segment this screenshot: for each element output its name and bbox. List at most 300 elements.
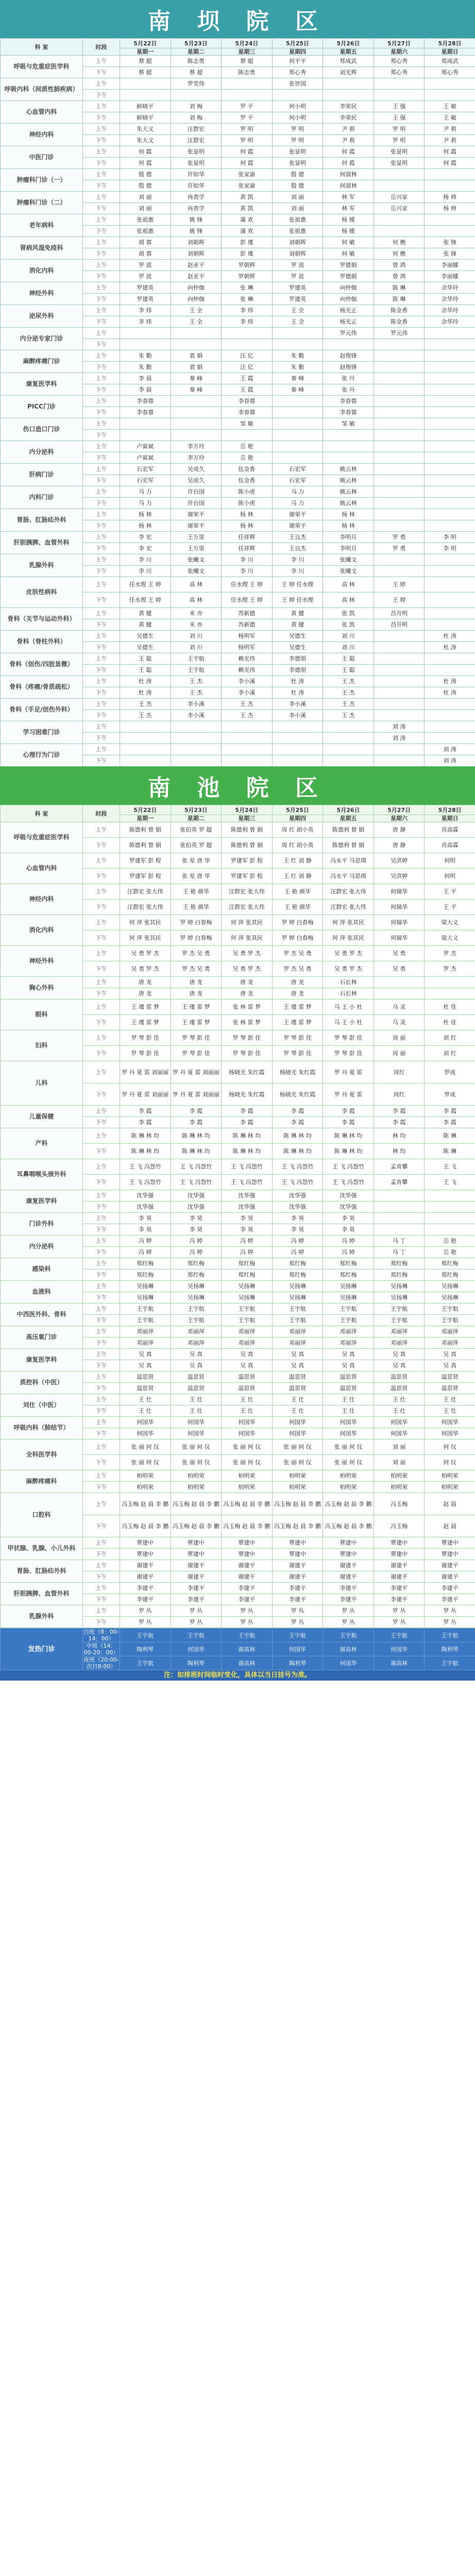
doctor-cell: 郑红梅 <box>222 1269 273 1281</box>
doctor-cell: 张 丽 何 仪 <box>272 1455 323 1470</box>
header-date: 5月27日 <box>374 39 425 48</box>
header-weekday: 星期三 <box>222 48 273 56</box>
doctor-cell: 罗 婷 白春梅 <box>171 930 222 946</box>
doctor-cell: 张 丹 <box>323 373 374 384</box>
doctor-cell: 姚云林 <box>323 475 374 486</box>
doctor-cell <box>272 396 323 407</box>
doctor-cell: 曾 鸿 <box>374 271 425 282</box>
doctor-cell: 王 瑾 雷 梦 <box>272 1015 323 1030</box>
doctor-cell <box>374 509 425 520</box>
doctor-cell: 沈华强 <box>171 1201 222 1213</box>
time-slot: 下午 <box>83 642 120 653</box>
doctor-cell: 王万里 <box>171 543 222 554</box>
time-slot: 上午 <box>83 1235 120 1247</box>
doctor-cell: 王 瑾 雷 梦 <box>120 999 171 1015</box>
doctor-cell: 何 霞 <box>120 158 171 169</box>
doctor-cell <box>374 350 425 362</box>
time-slot: 上午 <box>83 554 120 566</box>
doctor-cell: 吴扬琳 <box>374 1281 425 1292</box>
doctor-cell: 冯玉梅 赵 晨 李 鹏 <box>222 1493 273 1515</box>
doctor-cell: 陈志勇 <box>222 67 273 78</box>
doctor-cell: 罗 丛 <box>323 1617 374 1628</box>
table-row <box>1 78 475 90</box>
doctor-cell: 罗 婷 白春梅 <box>272 915 323 930</box>
dept-name: 呼吸内科（间质性肺疾病） <box>1 78 83 101</box>
table-row <box>1 676 475 687</box>
time-slot: 上午 <box>83 1326 120 1337</box>
doctor-cell: 罗建军 彭 程 <box>120 869 171 884</box>
doctor-cell <box>323 744 374 755</box>
table-row <box>1 1417 475 1428</box>
table-row <box>1 1605 475 1617</box>
doctor-cell: 王宇航 <box>171 653 222 665</box>
doctor-cell: 李 昊 <box>171 1213 222 1224</box>
doctor-cell: 吴 真 <box>222 1349 273 1360</box>
doctor-cell: 张 丽 何 仪 <box>171 1439 222 1455</box>
doctor-cell: 罗 明 <box>374 124 425 135</box>
table-row <box>1 1349 475 1360</box>
doctor-cell: 温思贤 <box>222 1371 273 1383</box>
doctor-cell: 张曦文 <box>323 566 374 577</box>
doctor-cell: 吴 勇 罗 杰 <box>222 946 273 961</box>
time-slot: 上午 <box>83 884 120 900</box>
doctor-cell: 杨 帅 <box>425 192 475 203</box>
doctor-cell <box>222 721 273 733</box>
doctor-cell: 李春蓉 <box>120 407 171 418</box>
time-slot: 下午 <box>83 1360 120 1371</box>
doctor-cell: 王 霞 <box>222 373 273 384</box>
doctor-cell: 何国华 <box>272 1428 323 1439</box>
doctor-cell: 罗 杰 <box>425 961 475 977</box>
doctor-cell: 罗建英 <box>272 282 323 294</box>
doctor-cell: 罗 丛 <box>171 1617 222 1628</box>
doctor-cell: 罗建英 <box>272 294 323 305</box>
doctor-cell: 杨 媛 <box>323 226 374 237</box>
doctor-cell: 刘 川 <box>323 631 374 642</box>
doctor-cell: 邹 敏 <box>323 418 374 430</box>
doctor-cell: 吴德生 <box>272 631 323 642</box>
doctor-cell: 谢建平 <box>222 1560 273 1571</box>
doctor-cell: 何淑林 <box>323 169 374 180</box>
time-slot: 上午 <box>83 328 120 339</box>
doctor-cell: 刘朝晖 <box>272 248 323 260</box>
doctor-cell: 黄 健 <box>120 608 171 619</box>
dept-name: 康复医学科 <box>1 1190 83 1213</box>
doctor-cell: 陈 琳 林 均 <box>120 1128 171 1144</box>
doctor-cell: 罗 明 <box>272 124 323 135</box>
doctor-cell: 王 仕 <box>323 1394 374 1405</box>
doctor-cell: 何国华 <box>222 1417 273 1428</box>
doctor-cell: 何国华 <box>425 1428 475 1439</box>
doctor-cell: 周 红 胡小英 <box>272 838 323 853</box>
doctor-cell: 李建平 <box>272 1594 323 1605</box>
header-date: 5月25日 <box>272 39 323 48</box>
doctor-cell: 罗 丛 <box>425 1617 475 1628</box>
doctor-cell: 任水理 王 婷 <box>120 577 171 592</box>
time-slot: 下午 <box>83 203 120 214</box>
doctor-cell <box>425 214 475 226</box>
shift-time: 中班（14：00-20：00） <box>83 1642 120 1656</box>
doctor-cell: 王 杰 <box>323 687 374 699</box>
doctor-cell: 尹 莉 <box>425 135 475 146</box>
doctor-cell: 何 仪 <box>425 1455 475 1470</box>
nanba-title-banner <box>0 0 475 38</box>
doctor-cell: 吴扬琳 <box>425 1281 475 1292</box>
doctor-cell: 石宏军 <box>272 464 323 475</box>
time-slot: 下午 <box>83 566 120 577</box>
doctor-cell: 唐 龙 <box>171 988 222 999</box>
doctor-cell <box>272 418 323 430</box>
table-row <box>1 744 475 755</box>
doctor-cell: 吴 勇 罗 杰 <box>120 946 171 961</box>
header-date: 5月23日 <box>171 39 222 48</box>
doctor-cell: 尹 莉 <box>425 124 475 135</box>
table-row <box>1 237 475 248</box>
doctor-cell: 汪 亿 <box>222 350 273 362</box>
time-slot: 下午 <box>83 1383 120 1394</box>
doctor-cell: 汪群宏 张大伟 <box>120 884 171 900</box>
doctor-cell: 马 灵 <box>374 1015 425 1030</box>
doctor-cell: 王宇航 <box>171 1303 222 1315</box>
time-slot: 下午 <box>83 900 120 915</box>
table-row <box>1 884 475 900</box>
doctor-cell: 谢建平 <box>374 1560 425 1571</box>
dept-name: 感染科 <box>1 1258 83 1281</box>
time-slot: 下午 <box>83 384 120 396</box>
doctor-cell: 吴 真 <box>425 1349 475 1360</box>
table-row <box>1 699 475 710</box>
dept-name: 心血管内科 <box>1 853 83 884</box>
doctor-cell: 张曦文 <box>171 566 222 577</box>
time-slot: 上午 <box>83 1159 120 1175</box>
doctor-cell: 高 林 <box>171 592 222 608</box>
doctor-cell: 吴 真 <box>171 1349 222 1360</box>
doctor-cell: 陈德利 曾 娟 <box>323 838 374 853</box>
doctor-cell: 何淑林 <box>323 180 374 192</box>
doctor-cell <box>425 169 475 180</box>
doctor-cell <box>374 475 425 486</box>
doctor-cell: 吴 勇 <box>374 961 425 977</box>
table-row <box>1 418 475 430</box>
doctor-cell: 何 樵 <box>374 237 425 248</box>
doctor-cell <box>374 755 425 767</box>
header-time: 时段 <box>83 805 120 822</box>
doctor-cell: 罗 琴 彭 佳 <box>120 1030 171 1046</box>
dept-name: 血液科 <box>1 1281 83 1303</box>
doctor-cell: 李 炜 <box>120 305 171 316</box>
doctor-cell: 苏新德 <box>222 608 273 619</box>
doctor-cell: 蔡 超 <box>222 56 273 67</box>
doctor-cell: 李 炜 <box>120 316 171 328</box>
dept-name: 麻醉疼痛科 <box>1 1470 83 1493</box>
doctor-cell: 陶利琴 <box>171 1656 222 1670</box>
doctor-cell: 罗 丹 夏 雷 刘丽丽 <box>120 1061 171 1083</box>
doctor-cell: 吴成久 <box>171 464 222 475</box>
doctor-cell: 汪 亿 <box>222 362 273 373</box>
doctor-cell: 何 樵 <box>374 248 425 260</box>
doctor-cell: 马 灵 <box>374 999 425 1015</box>
doctor-cell: 李 霞 <box>425 1117 475 1128</box>
dept-name: 全科医学科 <box>1 1439 83 1470</box>
doctor-cell <box>374 180 425 192</box>
doctor-cell: 杨 林 <box>120 509 171 520</box>
doctor-cell: 冯永平 马思琪 <box>323 869 374 884</box>
doctor-cell: 赵俊锋 <box>323 350 374 362</box>
doctor-cell: 李建平 <box>120 1594 171 1605</box>
doctor-cell <box>425 498 475 509</box>
doctor-cell: 李明月 <box>323 543 374 554</box>
dept-name: 甲状腺、乳腺、小儿外科 <box>1 1537 83 1560</box>
doctor-cell <box>425 226 475 237</box>
dept-name: 消化内科 <box>1 915 83 946</box>
doctor-cell: 岳 艳 <box>222 441 273 452</box>
doctor-cell: 王 杰 <box>171 687 222 699</box>
doctor-cell: 李德朋 <box>272 665 323 676</box>
doctor-cell: 沈华强 <box>222 1201 273 1213</box>
doctor-cell: 王 仕 <box>171 1394 222 1405</box>
time-slot: 下午 <box>83 271 120 282</box>
doctor-cell <box>222 78 273 90</box>
doctor-cell: 何 敏 <box>323 248 374 260</box>
doctor-cell: 谢荣平 <box>272 520 323 532</box>
doctor-cell: 温思贤 <box>425 1383 475 1394</box>
doctor-cell: 邓丽萍 <box>171 1326 222 1337</box>
header-date: 5月22日 <box>120 39 171 48</box>
header-time: 时段 <box>83 39 120 56</box>
doctor-cell: 何明 <box>425 853 475 869</box>
table-row <box>1 1190 475 1201</box>
doctor-cell: 王宇航 <box>222 1315 273 1326</box>
doctor-cell: 罗 波 <box>272 271 323 282</box>
doctor-cell: 罗元伟 <box>374 328 425 339</box>
doctor-cell <box>374 710 425 721</box>
dept-name: 刘仕（中医） <box>1 1394 83 1417</box>
doctor-cell: 袁 娟 <box>171 350 222 362</box>
doctor-cell: 陈 琳 林 均 <box>171 1128 222 1144</box>
doctor-cell: 杨明军 <box>222 631 273 642</box>
doctor-cell: 张 丽 何 仪 <box>120 1455 171 1470</box>
doctor-cell: 李万玲 <box>171 441 222 452</box>
table-row <box>1 532 475 543</box>
doctor-cell: 郑红梅 <box>222 1258 273 1269</box>
doctor-cell: 罗 琴 彭 佳 <box>222 1046 273 1061</box>
doctor-cell: 彭 瑾 <box>222 248 273 260</box>
time-slot: 下午 <box>83 1083 120 1106</box>
dept-name: 乳腺外科 <box>1 1605 83 1628</box>
doctor-cell: 王宇航 <box>374 1303 425 1315</box>
dept-name: 呼吸与危重症医学科 <box>1 822 83 853</box>
doctor-cell <box>171 744 222 755</box>
doctor-cell: 李春蓉 <box>222 407 273 418</box>
time-slot: 上午 <box>83 1394 120 1405</box>
dept-name: 神经外科 <box>1 946 83 977</box>
doctor-cell: 汪群宏 <box>171 135 222 146</box>
doctor-cell: 李小溪 <box>171 710 222 721</box>
doctor-cell: 陈 琳 林 均 <box>222 1144 273 1159</box>
doctor-cell: 温思贤 <box>120 1371 171 1383</box>
dept-name: 质控科（中医） <box>1 1371 83 1394</box>
doctor-cell: 张曦文 <box>323 554 374 566</box>
doctor-cell: 王 仕 <box>222 1405 273 1417</box>
doctor-cell: 王 飞 冯怨竹 <box>120 1175 171 1190</box>
doctor-cell: 李德朋 <box>272 653 323 665</box>
doctor-cell <box>272 407 323 418</box>
doctor-cell: 何 霞 <box>222 158 273 169</box>
doctor-cell: 何国华 <box>323 1417 374 1428</box>
doctor-cell <box>425 486 475 498</box>
doctor-cell: 杨明军 <box>222 642 273 653</box>
doctor-cell: 王宇航 <box>425 1656 475 1670</box>
time-slot: 上午 <box>83 699 120 710</box>
doctor-cell: 姚 锋 <box>171 214 222 226</box>
doctor-cell: 覃建中 <box>120 1549 171 1560</box>
doctor-cell: 曾 鸿 <box>374 260 425 271</box>
doctor-cell: 杨晓光 朱红霞 <box>222 1061 273 1083</box>
doctor-cell: 王 杰 <box>323 710 374 721</box>
doctor-cell <box>425 396 475 407</box>
doctor-cell: 王 聪 <box>120 653 171 665</box>
doctor-cell <box>374 642 425 653</box>
time-slot: 上午 <box>83 915 120 930</box>
doctor-cell: 李建平 <box>120 1583 171 1594</box>
time-slot: 下午 <box>83 1144 120 1159</box>
doctor-cell: 沈华强 <box>120 1190 171 1201</box>
doctor-cell: 罗 杰 吴 勇 <box>171 961 222 977</box>
doctor-cell: 李荣民 <box>323 112 374 124</box>
dept-name: 骨科（创伤/四肢显微） <box>1 653 83 676</box>
doctor-cell <box>425 592 475 608</box>
doctor-cell: 郑红梅 <box>374 1258 425 1269</box>
table-row <box>1 56 475 67</box>
doctor-cell: 柏明荣 <box>171 1482 222 1493</box>
doctor-cell: 张 林 雷 梦 <box>222 1015 273 1030</box>
table-row <box>1 305 475 316</box>
time-slot: 上午 <box>83 1537 120 1549</box>
time-slot: 上午 <box>83 1605 120 1617</box>
doctor-cell: 罗 明 <box>374 135 425 146</box>
doctor-cell: 张祖惠 <box>272 214 323 226</box>
header-date: 5月26日 <box>323 805 374 815</box>
doctor-cell: 罗 波 <box>120 260 171 271</box>
doctor-cell <box>171 755 222 767</box>
doctor-cell <box>374 90 425 101</box>
time-slot: 下午 <box>83 869 120 884</box>
doctor-cell: 郑心秀 <box>374 67 425 78</box>
table-row <box>1 328 475 339</box>
table-row <box>1 853 475 869</box>
doctor-cell: 杨 林 <box>120 520 171 532</box>
doctor-cell: 张显明 <box>272 146 323 158</box>
doctor-cell: 李 川 <box>120 554 171 566</box>
doctor-cell: 谢高林 <box>222 1656 273 1670</box>
doctor-cell: 李 霞 <box>272 1106 323 1117</box>
time-slot: 上午 <box>83 1371 120 1383</box>
doctor-cell: 吴扬琳 <box>425 1292 475 1303</box>
doctor-cell: 张显明 <box>171 146 222 158</box>
doctor-cell: 赵 晨 <box>425 1515 475 1537</box>
doctor-cell: 谢建平 <box>272 1560 323 1571</box>
time-slot: 下午 <box>83 619 120 631</box>
doctor-cell: 何小明 <box>272 112 323 124</box>
doctor-cell: 吴 真 <box>374 1360 425 1371</box>
time-slot: 下午 <box>83 339 120 350</box>
doctor-cell: 王宇航 <box>222 1303 273 1315</box>
doctor-cell <box>222 733 273 744</box>
time-slot: 下午 <box>83 930 120 946</box>
doctor-cell <box>374 339 425 350</box>
doctor-cell: 罗 琴 彭 佳 <box>272 1030 323 1046</box>
doctor-cell: 何国华 <box>171 1417 222 1428</box>
doctor-cell: 吴 勇 罗 杰 <box>222 961 273 977</box>
doctor-cell: 李 宏 <box>120 532 171 543</box>
doctor-cell: 刘 丽 <box>374 1455 425 1470</box>
doctor-cell: 李丽娜 <box>425 260 475 271</box>
doctor-cell: 梁大义 <box>425 930 475 946</box>
time-slot: 下午 <box>83 1201 120 1213</box>
doctor-cell: 吴扬琳 <box>323 1281 374 1292</box>
doctor-cell: 王 全 <box>171 305 222 316</box>
doctor-cell: 李小溪 <box>272 699 323 710</box>
doctor-cell: 郑红梅 <box>425 1258 475 1269</box>
doctor-cell: 冯玉梅 <box>374 1493 425 1515</box>
doctor-cell: 柏明荣 <box>323 1470 374 1482</box>
time-slot: 上午 <box>83 1470 120 1482</box>
doctor-cell: 蔡 超 <box>120 67 171 78</box>
doctor-cell: 张 凯 <box>323 619 374 631</box>
doctor-cell: 刘 丽 <box>120 203 171 214</box>
doctor-cell: 秦 峰 <box>272 384 323 396</box>
doctor-cell: 李建平 <box>374 1594 425 1605</box>
time-slot: 下午 <box>83 1046 120 1061</box>
doctor-cell <box>425 1190 475 1201</box>
doctor-cell: 王 仕 <box>323 1405 374 1417</box>
doctor-cell: 王 强 <box>374 101 425 112</box>
doctor-cell <box>374 418 425 430</box>
doctor-cell <box>374 362 425 373</box>
doctor-cell: 李 霞 <box>120 1106 171 1117</box>
doctor-cell: 王 敏 <box>425 101 475 112</box>
dept-name: 中医门诊 <box>1 146 83 169</box>
doctor-cell: 向仲伽 <box>171 282 222 294</box>
time-slot: 下午 <box>83 1015 120 1030</box>
doctor-cell <box>425 475 475 486</box>
time-slot: 上午 <box>83 977 120 988</box>
doctor-cell: 王 飞 冯怨竹 <box>272 1159 323 1175</box>
doctor-cell: 卢富斌 <box>120 441 171 452</box>
doctor-cell: 冯永平 马思琪 <box>323 853 374 869</box>
doctor-cell: 王 杰 <box>323 676 374 687</box>
doctor-cell: 吴 真 <box>374 1349 425 1360</box>
doctor-cell: 罗 琴 彭 佳 <box>272 1046 323 1061</box>
header-weekday: 星期日 <box>425 815 475 822</box>
doctor-cell: 冯 婷 <box>222 1247 273 1258</box>
doctor-cell: 罗德娟 <box>323 271 374 282</box>
doctor-cell: 罗 琴 彭 佳 <box>120 1046 171 1061</box>
table-row <box>1 977 475 988</box>
doctor-cell: 陈德利 曾 娟 <box>323 822 374 838</box>
doctor-cell: 李建平 <box>222 1583 273 1594</box>
doctor-cell <box>374 744 425 755</box>
doctor-cell: 王宇航 <box>120 1303 171 1315</box>
time-slot: 上午 <box>83 1583 120 1594</box>
doctor-cell: 汪群宏 张大伟 <box>323 900 374 915</box>
doctor-cell: 温思贤 <box>425 1371 475 1383</box>
doctor-cell: 马 力 <box>272 498 323 509</box>
doctor-cell: 周 丽 <box>374 1046 425 1061</box>
doctor-cell: 朱大义 <box>120 124 171 135</box>
doctor-cell: 李小溪 <box>272 710 323 721</box>
dept-name: 心理行为门诊 <box>1 744 83 767</box>
